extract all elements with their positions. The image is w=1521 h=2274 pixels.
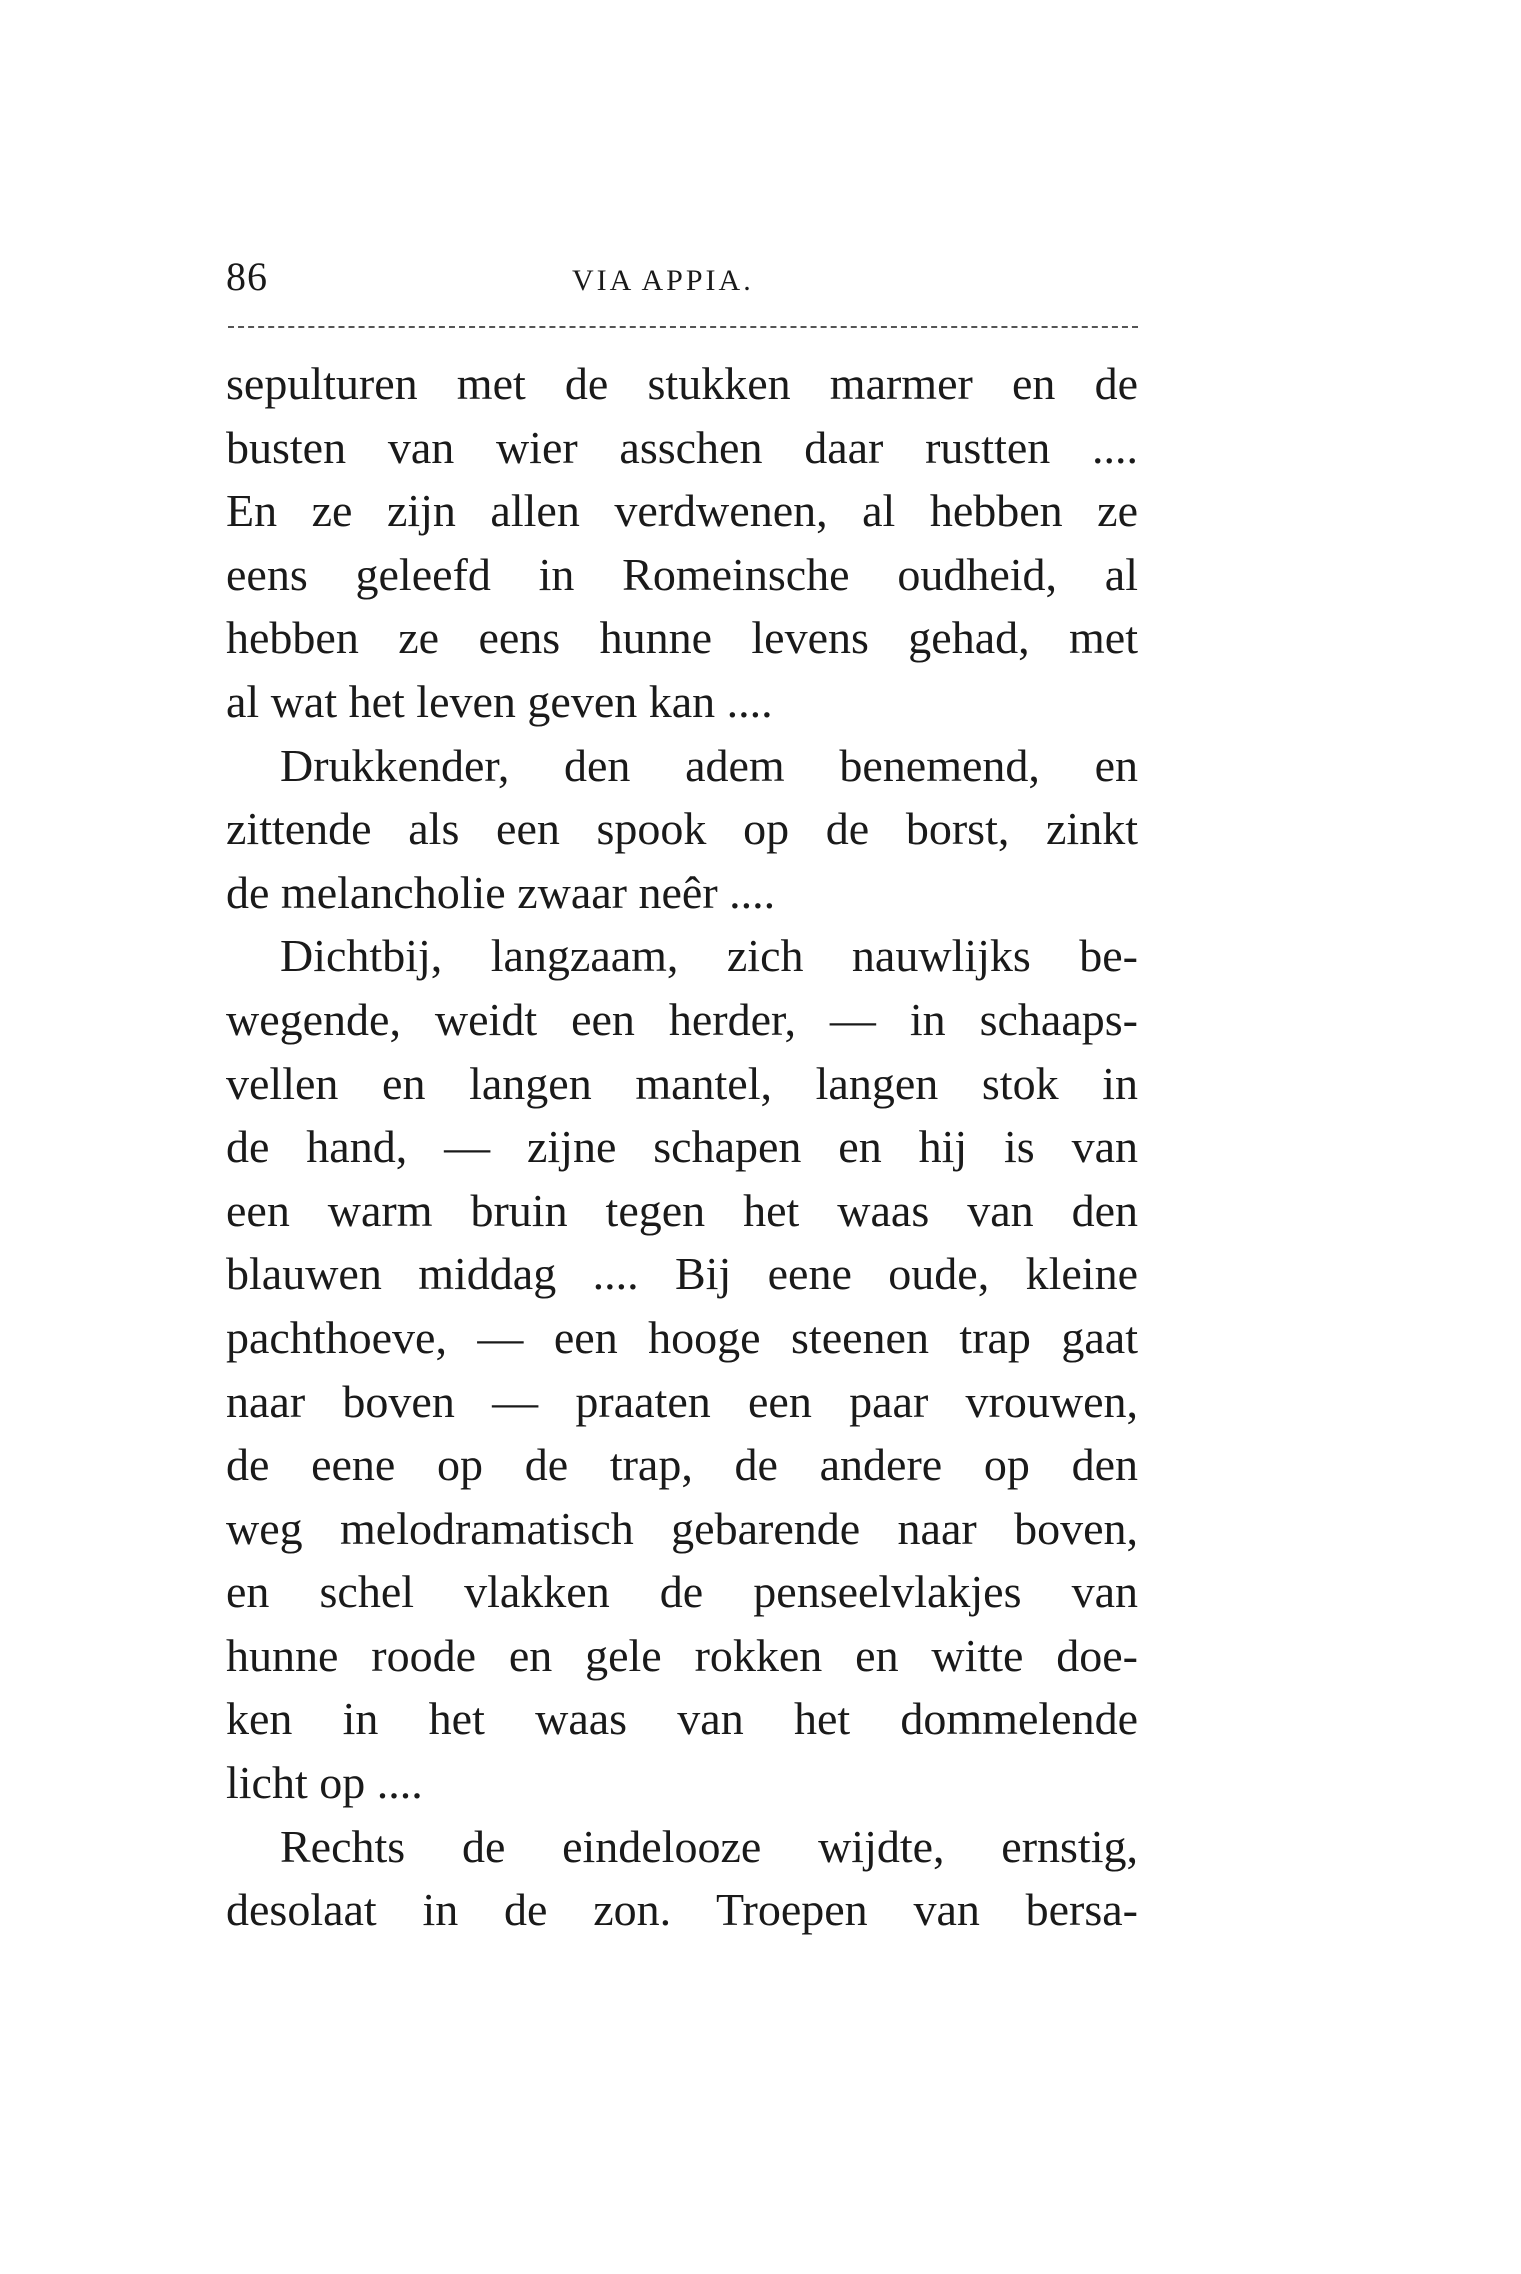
text-line: naar boven — praaten een paar vrouwen, [226, 1375, 1138, 1427]
text-line: weg melodramatisch gebarende naar boven, [226, 1502, 1138, 1554]
text-line: de melancholie zwaar neêr .... [226, 866, 776, 918]
text-line: en schel vlakken de penseelvlakjes van [226, 1566, 1138, 1618]
text-line: hunne roode en gele rokken en witte doe- [226, 1629, 1138, 1681]
text-line: licht op .... [226, 1757, 423, 1809]
text-line: eens geleefd in Romeinsche oudheid, al [226, 548, 1138, 600]
text-line: Dichtbij, langzaam, zich nauwlijks be- [280, 930, 1138, 982]
text-line: een warm bruin tegen het waas van den [226, 1184, 1138, 1236]
text-line: sepulturen met de stukken marmer en de [226, 358, 1138, 409]
body-text [226, 352, 1138, 1942]
text-line: busten van wier asschen daar rustten .... [226, 421, 1138, 473]
text-line: hebben ze eens hunne levens gehad, met [226, 612, 1138, 664]
text-line: En ze zijn allen verdwenen, al hebben ze [226, 485, 1138, 537]
text-line: blauwen middag .... Bij eene oude, kleine [226, 1248, 1138, 1300]
text-line: Drukkender, den adem benemend, en [280, 739, 1138, 791]
header-rule [228, 326, 1138, 328]
page-number: 86 [226, 254, 268, 299]
text-line: pachthoeve, — een hooge steenen trap gaat [226, 1311, 1138, 1363]
text-line: al wat het leven geven kan .... [226, 675, 773, 727]
text-line: de eene op de trap, de andere op den [226, 1439, 1138, 1491]
page-header [226, 252, 1138, 302]
text-line: desolaat in de zon. Troepen van bersa- [226, 1884, 1138, 1936]
text-line: de hand, — zijne schapen en hij is van [226, 1121, 1138, 1173]
text-line: Rechts de eindelooze wijdte, ernstig, [280, 1820, 1138, 1872]
text-line: zittende als een spook op de borst, zinkt [226, 803, 1138, 855]
running-head: VIA APPIA. [572, 264, 754, 297]
text-line: vellen en langen mantel, langen stok in [226, 1057, 1138, 1109]
text-line: ken in het waas van het dommelende [226, 1693, 1138, 1745]
text-line: wegende, weidt een herder, — in schaaps- [226, 993, 1138, 1045]
